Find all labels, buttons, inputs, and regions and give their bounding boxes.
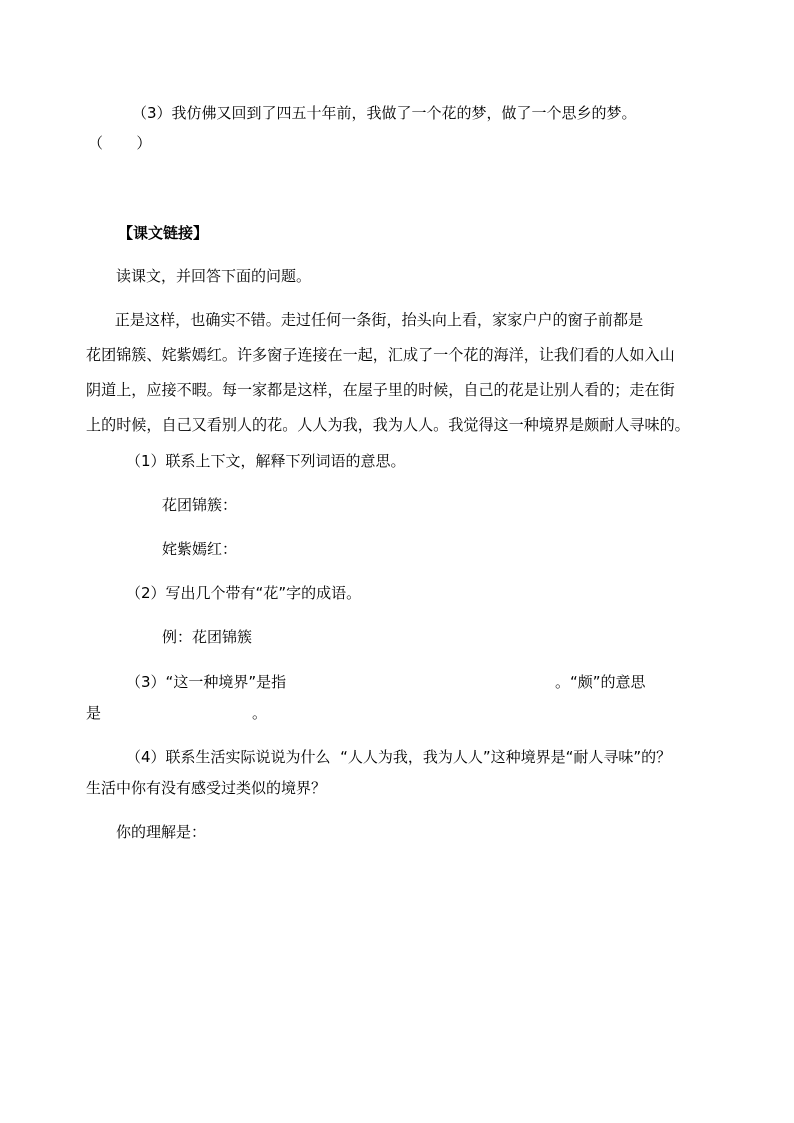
question-2: （2）写出几个带有“花”字的成语。 <box>126 584 362 602</box>
question-3-part3: 是 <box>86 704 102 722</box>
answer-label: 你的理解是： <box>116 823 207 841</box>
question-1-item-a: 花团锦簇： <box>162 496 238 514</box>
passage-line: 阴道上，应接不暇。每一家都是这样，在屋子里的时候，自己的花是让别人看的；走在街 <box>86 381 675 399</box>
question-3-part4: 。 <box>252 704 268 722</box>
question-3-part1: （3）“这一种境界”是指 <box>126 673 287 691</box>
section-title: 【课文链接】 <box>118 224 209 242</box>
question-2-example: 例：花团锦簇 <box>162 628 253 646</box>
answer-blank: （ ） <box>88 134 152 152</box>
passage <box>86 303 714 443</box>
passage-line: 花团锦簇、姹紫嫣红。许多窗子连接在一起，汇成了一个花的海洋，让我们看的人如入山 <box>86 346 675 364</box>
question-1: （1）联系上下文，解释下列词语的意思。 <box>126 452 406 470</box>
question-3-part2: 。“颇”的意思 <box>555 673 646 691</box>
previous-question-3: （3）我仿佛又回到了四五十年前，我做了一个花的梦，做了一个思乡的梦。 <box>132 104 637 122</box>
passage-line: 正是这样，也确实不错。走过任何一条街，抬头向上看，家家户户的窗子前都是 <box>86 311 644 329</box>
question-4-line1: （4）联系生活实际说说为什么 “人人为我，我为人人”这种境界是“耐人寻味”的？ <box>126 748 672 766</box>
passage-line: 上的时候，自己又看别人的花。人人为我，我为人人。我觉得这一种境界是颇耐人寻味的。 <box>86 416 690 434</box>
instruction: 读课文，并回答下面的问题。 <box>116 267 312 285</box>
question-1-item-b: 姹紫嫣红： <box>162 540 238 558</box>
question-4-line2: 生活中你有没有感受过类似的境界？ <box>86 779 327 797</box>
